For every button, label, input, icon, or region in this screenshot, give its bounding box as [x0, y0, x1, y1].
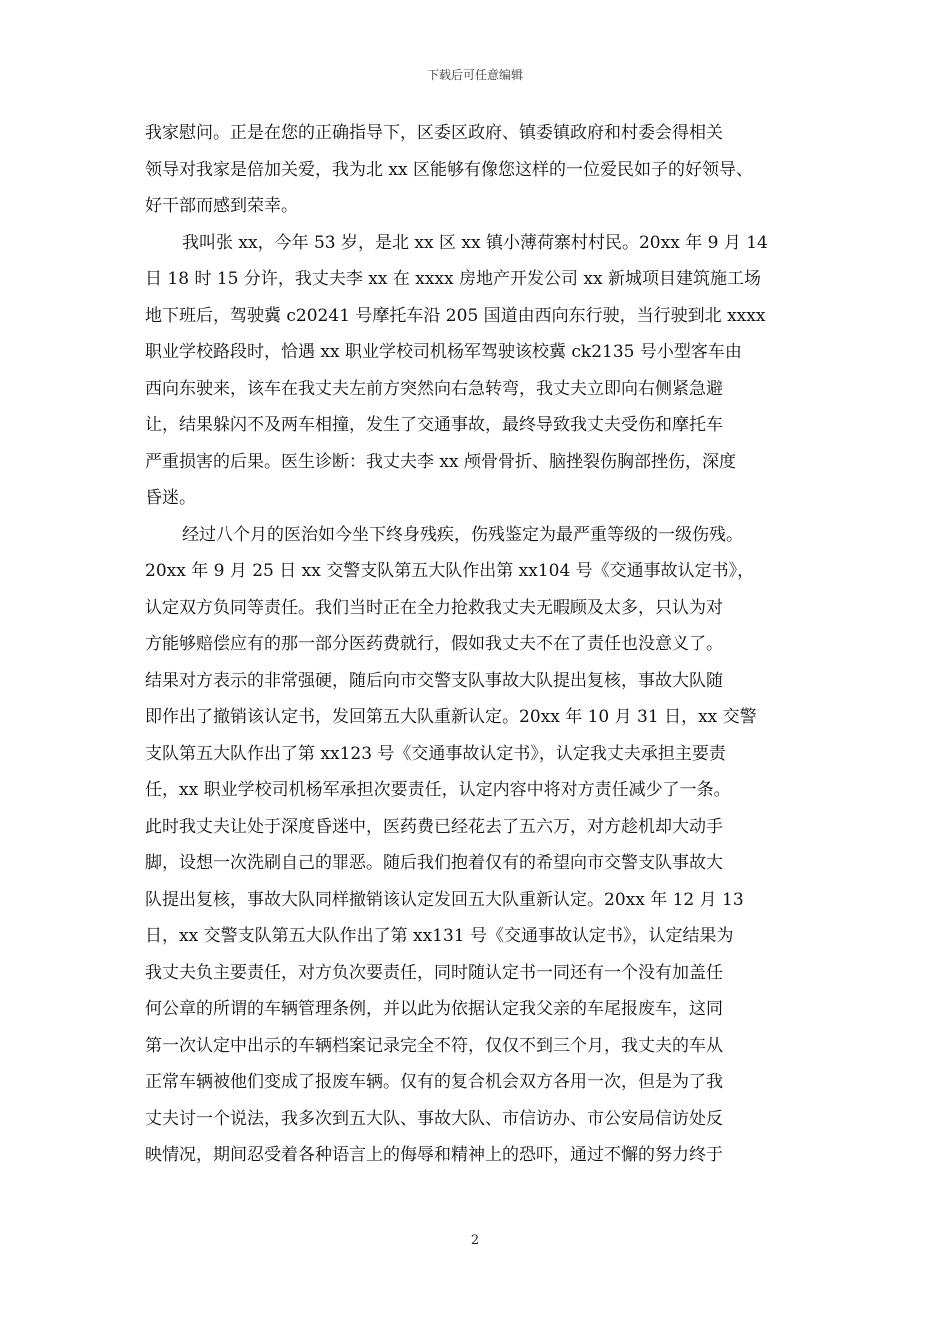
- text-line: 我丈夫负主要责任，对方负次要责任，同时随认定书一同还有一个没有加盖任: [145, 962, 723, 983]
- paragraph: [145, 225, 810, 517]
- text-line: 方能够赔偿应有的那一部分医药费就行，假如我丈夫不在了责任也没意义了。: [145, 634, 723, 654]
- text-line: 即作出了撤销该认定书，发回第五大队重新认定。20xx 年 10 月 31 日，xx 交警: [145, 707, 757, 727]
- text-line: 认定双方负同等责任。我们当时正在全力抢救我丈夫无暇顾及太多，只认为对: [145, 597, 723, 618]
- text-line: 西向东驶来，该车在我丈夫左前方突然向右急转弯，我丈夫立即向右侧紧急避: [145, 378, 723, 399]
- text-line: 队提出复核，事故大队同样撤销该认定发回五大队重新认定。20xx 年 12 月 13: [145, 889, 744, 910]
- text-line: 经过八个月的医治如今坐下终身残疾，伤残鉴定为最严重等级的一级伤残。: [182, 524, 743, 545]
- text-line: 脚，设想一次洗刷自己的罪恶。随后我们抱着仅有的希望向市交警支队事故大: [145, 853, 723, 873]
- text-line: 日，xx 交警支队第五大队作出了第 xx131 号《交通事故认定书》，认定结果为: [145, 926, 734, 946]
- text-line: 地下班后，驾驶冀 c20241 号摩托车沿 205 国道由西向东行驶，当行驶到北 xxxx: [145, 305, 766, 326]
- text-line: 昏迷。: [145, 488, 196, 508]
- text-line: 此时我丈夫让处于深度昏迷中，医药费已经花去了五六万，对方趁机却大动手: [145, 816, 723, 837]
- text-line: 日 18 时 15 分许，我丈夫李 xx 在 xxxx 房地产开发公司 xx 新城项目建筑施工场: [145, 269, 761, 289]
- text-line: 映情况，期间忍受着各种语言上的侮辱和精神上的恐吓，通过不懈的努力终于: [145, 1145, 723, 1165]
- text-line: 严重损害的后果。医生诊断：我丈夫李 xx 颅骨骨折、脑挫裂伤胸部挫伤，深度: [145, 451, 736, 472]
- text-line: 支队第五大队作出了第 xx123 号《交通事故认定书》，认定我丈夫承担主要责: [145, 743, 726, 764]
- paragraph: [145, 115, 810, 225]
- text-line: 我家慰问。正是在您的正确指导下，区委区政府、镇委镇政府和村委会得相关: [145, 123, 723, 143]
- text-line: 丈夫讨一个说法，我多次到五大队、事故大队、市信访办、市公安局信访处反: [145, 1108, 723, 1129]
- text-line: 任，xx 职业学校司机杨军承担次要责任，认定内容中将对方责任减少了一条。: [145, 780, 731, 800]
- paragraph: [145, 517, 810, 1174]
- text-line: 职业学校路段时，恰遇 xx 职业学校司机杨军驾驶该校冀 ck2135 号小型客车由: [145, 342, 742, 362]
- text-line: 结果对方表示的非常强硬，随后向市交警支队事故大队提出复核，事故大队随: [145, 670, 723, 691]
- text-line: 领导对我家是倍加关爱，我为北 xx 区能够有像您这样的一位爱民如子的好领导、: [145, 159, 753, 180]
- document-body: [145, 115, 810, 1174]
- text-line: 我叫张 xx，今年 53 岁，是北 xx 区 xx 镇小薄荷寨村村民。20xx 年 9 月 14: [182, 232, 768, 253]
- text-line: 何公章的所谓的车辆管理条例，并以此为依据认定我父亲的车尾报废车，这同: [145, 999, 723, 1019]
- text-line: 好干部而感到荣幸。: [145, 196, 298, 216]
- text-line: 20xx 年 9 月 25 日 xx 交警支队第五大队作出第 xx104 号《交通事故认定书》，: [145, 561, 755, 581]
- text-line: 让，结果躲闪不及两车相撞，发生了交通事故，最终导致我丈夫受伤和摩托车: [145, 415, 723, 435]
- text-line: 正常车辆被他们变成了报废车辆。仅有的复合机会双方各用一次，但是为了我: [145, 1072, 723, 1092]
- text-line: 第一次认定中出示的车辆档案记录完全不符，仅仅不到三个月，我丈夫的车从: [145, 1035, 723, 1056]
- page-header: 下载后可任意编辑: [426, 68, 523, 82]
- page-number: 2: [470, 1233, 480, 1248]
